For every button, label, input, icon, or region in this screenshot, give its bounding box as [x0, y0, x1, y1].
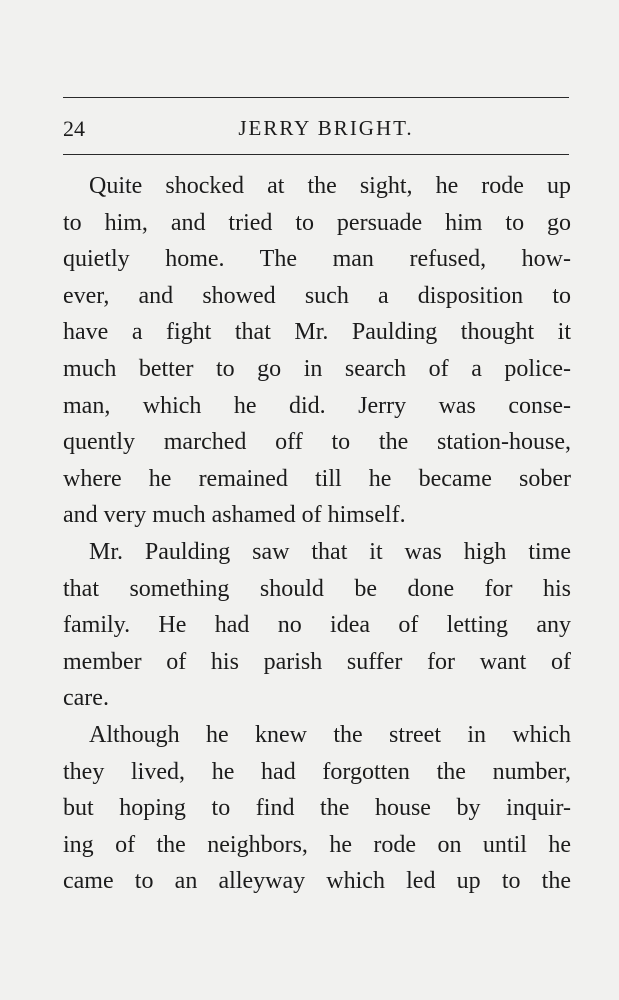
text-line: member of his parish suffer for want of: [63, 648, 571, 675]
text-line: quietly home. The man refused, how-: [63, 246, 571, 273]
text-line: but hoping to find the house by inquir-: [63, 795, 571, 822]
text-line: family. He had no idea of letting any: [63, 612, 571, 639]
running-head: [63, 116, 569, 146]
text-line: Although he knew the street in which: [89, 721, 571, 748]
text-line: care.: [63, 685, 109, 712]
text-line: have a fight that Mr. Paulding thought it: [63, 319, 571, 346]
text-line: that something should be done for his: [63, 575, 571, 602]
text-line: man, which he did. Jerry was conse-: [63, 392, 571, 419]
running-title: JERRY BRIGHT.: [238, 116, 414, 140]
text-line: where he remained till he became sober: [63, 465, 571, 492]
body-text: [63, 168, 571, 900]
text-line: ing of the neighbors, he rode on until he: [63, 831, 571, 858]
text-line: ever, and showed such a disposition to: [63, 282, 571, 309]
page-number: 24: [63, 116, 85, 141]
header-rule-bottom: [63, 154, 569, 155]
text-line: Mr. Paulding saw that it was high time: [89, 538, 571, 565]
text-line: Quite shocked at the sight, he rode up: [89, 173, 571, 199]
text-line: quently marched off to the station-house,: [63, 429, 571, 456]
text-line: and very much ashamed of himself.: [63, 502, 406, 529]
text-line: they lived, he had forgotten the number,: [63, 758, 571, 785]
header-rule-top: [63, 97, 569, 98]
text-line: much better to go in search of a police-: [63, 355, 571, 382]
text-line: came to an alleyway which led up to the: [63, 868, 571, 895]
text-line: to him, and tried to persuade him to go: [63, 209, 571, 236]
